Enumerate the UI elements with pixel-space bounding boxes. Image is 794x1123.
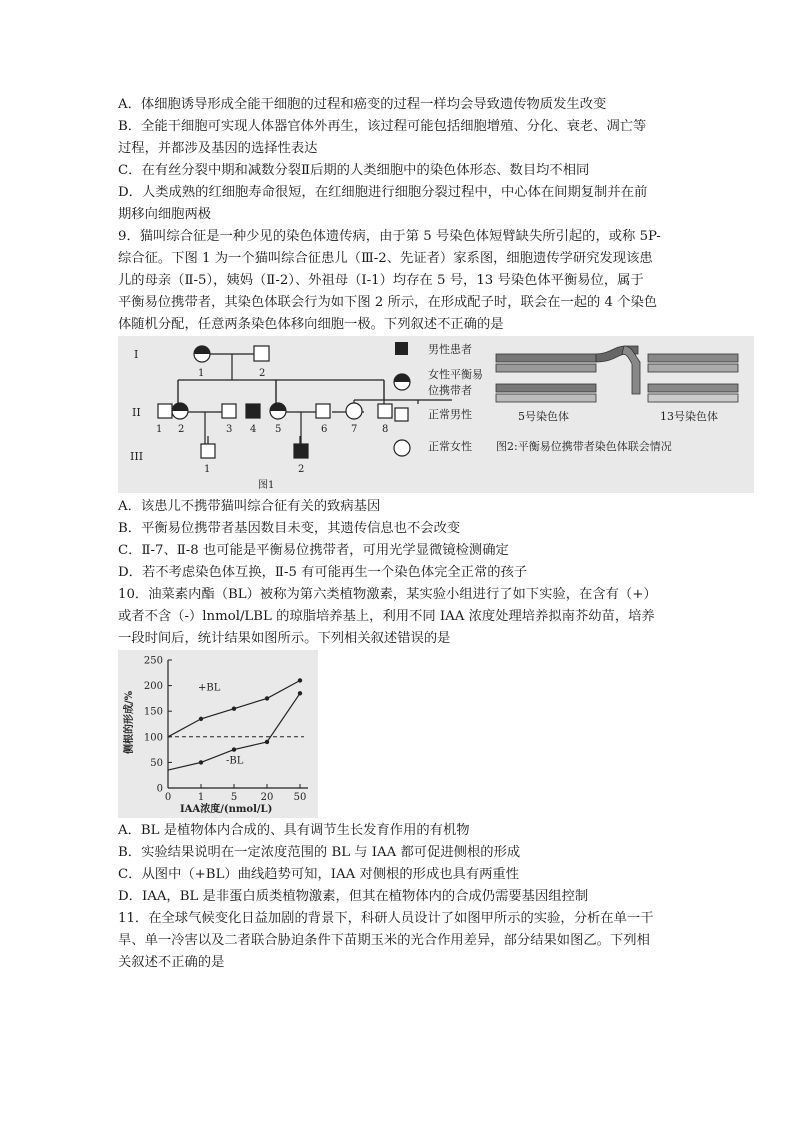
iaa-chart-svg [118, 650, 318, 818]
iaa-chart [118, 650, 318, 818]
q10-stem-line: 10．油菜素内酯（BL）被称为第六类植物激素，某实验小组进行了如下实验，在含有（+） [118, 587, 657, 602]
q8-option-d-cont: 期移向细胞两极 [118, 207, 212, 222]
chrom13-label: 13号染色体 [660, 410, 718, 423]
legend-carrier-female-symbol [394, 374, 410, 390]
chart-data-point [298, 691, 302, 695]
chart-data-point [232, 747, 236, 751]
ii-4-affected-male [246, 404, 260, 418]
q11-stem-line: 旱、单一冷害以及二者联合胁迫条件下苗期玉米的光合作用差异，部分结果如图乙。下列相 [118, 933, 650, 948]
chrom5-label: 5号染色体 [518, 410, 569, 423]
gen-label-ii: II [132, 406, 141, 419]
chart-x-axis-label: IAA浓度/(nmol/L) [180, 804, 273, 815]
ii-8-normal-male [378, 404, 392, 418]
chart-data-point [232, 706, 236, 710]
q9-stem-line: 体随机分配，任意两条染色体移向细胞一极。下列叙述不正确的是 [118, 317, 504, 332]
ii-5-label: 5 [275, 424, 282, 435]
iii-1-label: 1 [204, 464, 211, 475]
ii-2-carrier-female [172, 403, 188, 419]
q11-stem-line: 关叙述不正确的是 [118, 955, 225, 970]
legend-normal-female-symbol [394, 440, 410, 456]
q8-option-d: D．人类成熟的红细胞寿命很短，在红细胞进行细胞分裂过程中，中心体在间期复制并在前 [118, 185, 648, 200]
ii-3-label: 3 [226, 424, 233, 435]
i-1-label: 1 [198, 368, 205, 379]
q10-stem-line: 或者不含（-）lnmol/LBL 的琼脂培养基上，利用不同 IAA 浓度处理培养拟南芥幼苗，培养 [118, 609, 655, 624]
ii-1-normal-male [158, 404, 172, 418]
ii-3-normal-male [222, 404, 236, 418]
ii-2-label: 2 [178, 424, 185, 435]
q11-stem-line: 11．在全球气候变化日益加剧的背景下，科研人员设计了如图甲所示的实验，分析在单一干 [118, 911, 654, 926]
chart-data-point [265, 696, 269, 700]
ii-1-label: 1 [156, 424, 163, 435]
q8-option-c: C．在有丝分裂中期和减数分裂Ⅱ后期的人类细胞中的染色体形态、数目均不相同 [118, 163, 590, 178]
legend-affected-male-symbol [395, 342, 408, 355]
ii-6-normal-male [316, 404, 330, 418]
i-2-label: 2 [259, 368, 266, 379]
chart-x-tick-label: 0 [164, 792, 172, 803]
q10-option-c: C．从图中（+BL）曲线趋势可知，IAA 对侧根的形成也具有两重性 [118, 867, 520, 882]
gen-label-iii: III [130, 450, 144, 463]
q9-stem-line: 平衡易位携带者，其染色体联会行为如下图 2 所示，在形成配子时，联会在一起的 4 个染色 [118, 295, 658, 310]
legend-normal-female: 正常女性 [428, 440, 472, 453]
q8-option-b: B．全能干细胞可实现人体器官体外再生，该过程可能包括细胞增殖、分化、衰老、凋亡等 [118, 119, 647, 134]
q10-option-d: D．IAA，BL 是非蛋白质类植物激素，但其在植物体内的合成仍需要基因组控制 [118, 889, 589, 904]
ii-8-label: 8 [382, 424, 389, 435]
iii-2-affected-male [294, 444, 308, 458]
q9-stem-line: 儿的母亲（Ⅱ-5），姨妈（Ⅱ-2）、外祖母（I-1）均存在 5 号，13 号染色体平衡易位，属于 [118, 273, 644, 288]
legend-normal-male-symbol [395, 408, 408, 421]
chart-y-tick-label: 50 [150, 757, 163, 769]
legend-normal-male: 正常男性 [428, 408, 472, 421]
fig2-caption: 图2:平衡易位携带者染色体联会情况 [496, 440, 672, 453]
q10-option-b: B．实验结果说明在一定浓度范围的 BL 与 IAA 都可促进侧根的形成 [118, 845, 521, 860]
q10-option-a: A．BL 是植物体内合成的、具有调节生长发育作用的有机物 [118, 823, 470, 838]
chart-series-label: +BL [198, 682, 221, 694]
ii-5-carrier-female [270, 403, 286, 419]
ii-4-label: 4 [250, 424, 257, 435]
iii-1-normal-male [201, 444, 215, 458]
pedigree-svg [118, 336, 754, 493]
q8-option-a: A．体细胞诱导形成全能干细胞的过程和癌变的过程一样均会导致遗传物质发生改变 [118, 97, 607, 112]
q9-option-a: A．该患儿不携带猫叫综合征有关的致病基因 [118, 499, 381, 514]
ii-7-normal-female [346, 403, 362, 419]
chart-y-tick-label: 200 [143, 681, 163, 693]
i-1-carrier-female [194, 346, 210, 362]
legend-affected-male: 男性患者 [428, 343, 472, 356]
chromosome-13-pair [622, 346, 738, 402]
q10-stem-line: 一段时间后，统计结果如图所示。下列相关叙述错误的是 [118, 631, 451, 646]
chart-y-tick-label: 150 [143, 706, 163, 718]
chart-data-point [199, 760, 203, 764]
iii-2-label: 2 [298, 464, 305, 475]
chart-x-tick-label: 1 [197, 792, 205, 803]
chart-data-point [265, 740, 269, 744]
chart-data-point [199, 717, 203, 721]
chart-x-tick-label: 20 [260, 792, 274, 803]
chromosome-5-pair [496, 346, 638, 402]
q9-option-b: B．平衡易位携带者基因数目未变，其遗传信息也不会改变 [118, 521, 461, 536]
q9-option-d: D．若不考虑染色体互换，Ⅱ-5 有可能再生一个染色体完全正常的孩子 [118, 565, 528, 580]
fig1-caption: 图1 [258, 480, 275, 491]
i-2-normal-male [254, 346, 269, 361]
q9-stem-line: 综合征。下图 1 为一个猫叫综合征患儿（Ⅲ-2、先证者）家系图，细胞遗传学研究发现该患 [118, 251, 653, 266]
q9-stem-line: 9．猫叫综合征是一种少见的染色体遗传病，由于第 5 号染色体短臂缺失所引起的，或称 5P- [118, 229, 661, 244]
ii-7-label: 7 [351, 424, 358, 435]
chart-y-tick-label: 250 [143, 655, 163, 667]
legend-carrier-female-2: 位携带者 [428, 384, 472, 397]
legend-carrier-female-1: 女性平衡易 [428, 368, 483, 381]
ii-6-label: 6 [321, 424, 328, 435]
chart-x-tick-label: 50 [293, 792, 307, 803]
chart-y-axis-label: 侧根的形成/% [124, 690, 135, 754]
q8-option-b-cont: 过程，并都涉及基因的选择性表达 [118, 141, 318, 156]
chart-y-tick-label: 0 [156, 783, 163, 795]
q9-option-c: C．Ⅱ-7、Ⅱ-8 也可能是平衡易位携带者，可用光学显微镜检测确定 [118, 543, 509, 558]
chart-data-point [298, 678, 302, 682]
chart-x-tick-label: 5 [230, 792, 238, 803]
pedigree-figure [118, 336, 754, 493]
gen-label-i: I [134, 348, 139, 361]
chart-series-label: -BL [226, 755, 244, 767]
chart-y-tick-label: 100 [143, 732, 163, 744]
